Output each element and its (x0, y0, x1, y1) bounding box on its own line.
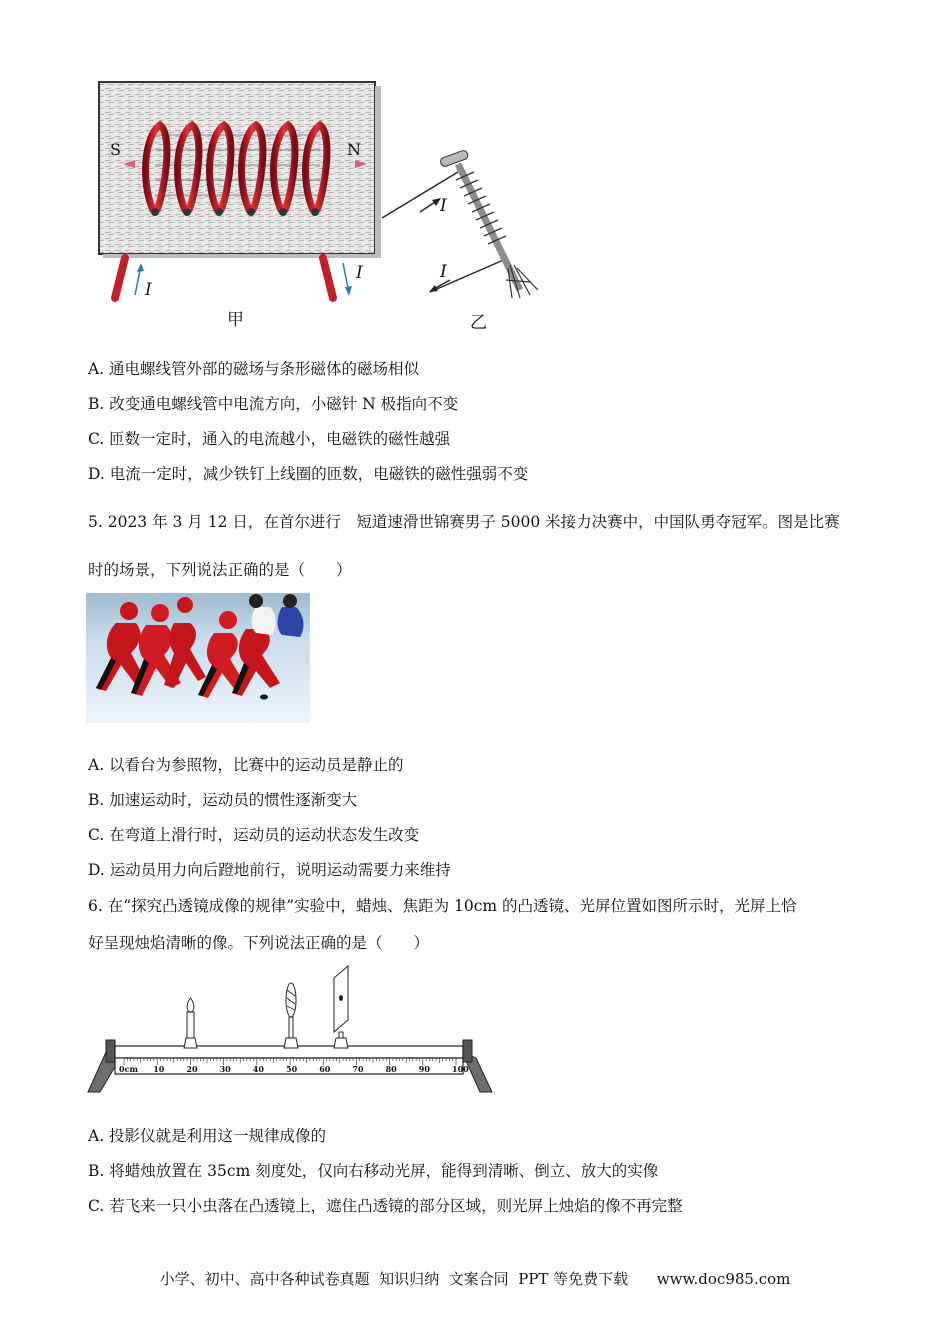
q5-stem-line1: 5. 2023 年 3 月 12 日，在首尔进行 短道速滑世锦赛男子 5000 米接力决赛中，中国队勇夺冠军。图是比赛 (88, 513, 840, 531)
q5-option-d: D. 运动员用力向后蹬地前行，说明运动需要力来维持 (88, 861, 451, 879)
bench-tick-label: 90 (418, 1064, 430, 1074)
q6-option-a: A. 投影仪就是利用这一规律成像的 (88, 1127, 327, 1145)
candle-icon (184, 998, 197, 1048)
pole-s-label: S (110, 140, 121, 159)
q6-stem-line2: 好呈现烛焰清晰的像。下列说法正确的是（ ） (88, 934, 430, 952)
q6-option-c: C. 若飞来一只小虫落在凸透镜上，遮住凸透镜的部分区域，则光屏上烛焰的像不再完整 (88, 1197, 683, 1215)
figure-caption-jia: 甲 (227, 310, 244, 330)
convex-lens-icon (284, 983, 298, 1048)
figure-caption-yi: 乙 (470, 313, 487, 333)
solenoid-figure (95, 80, 385, 305)
bench-tick-label: 50 (286, 1064, 298, 1074)
q4-option-c: C. 匝数一定时，通入的电流越小，电磁铁的磁性越强 (88, 430, 451, 448)
current-label-bottom: I (440, 262, 447, 282)
light-screen-icon (334, 966, 348, 1048)
bench-tick-label: 30 (219, 1064, 231, 1074)
current-label-left: I (145, 280, 152, 300)
q5-option-b: B. 加速运动时，运动员的惯性逐渐变大 (88, 791, 358, 809)
q4-option-d: D. 电流一定时，减少铁钉上线圈的匝数，电磁铁的磁性强弱不变 (88, 465, 529, 483)
q6-option-b: B. 将蜡烛放置在 35cm 刻度处，仅向右移动光屏，能得到清晰、倒立、放大的实像 (88, 1162, 659, 1180)
q5-option-a: A. 以看台为参照物，比赛中的运动员是静止的 (88, 756, 404, 774)
bench-tick-label: 20 (186, 1064, 198, 1074)
q6-stem-line1: 6. 在“探究凸透镜成像的规律”实验中，蜡烛、焦距为 10cm 的凸透镜、光屏位置如图所示时，光屏上恰 (88, 897, 797, 915)
bench-tick-label: 0cm (119, 1064, 138, 1074)
bench-tick-label: 10 (153, 1064, 165, 1074)
q5-stem-line2: 时的场景，下列说法正确的是（ ） (88, 561, 352, 579)
nail-electromagnet-figure (380, 150, 550, 300)
pole-n-label: N (347, 140, 361, 159)
page-footer: 小学、初中、高中各种试卷真题 知识归纳 文案合同 PPT 等免费下载 www.doc985.com (159, 1270, 791, 1288)
speed-skating-photo (86, 593, 310, 723)
q5-option-c: C. 在弯道上滑行时，运动员的运动状态发生改变 (88, 826, 420, 844)
current-label-right: I (356, 263, 363, 283)
q4-option-a: A. 通电螺线管外部的磁场与条形磁体的磁场相似 (88, 360, 420, 378)
bench-tick-label: 40 (252, 1064, 264, 1074)
bench-tick-label: 60 (319, 1064, 331, 1074)
optical-bench-figure (86, 962, 496, 1097)
bench-tick-label: 100 (452, 1064, 469, 1074)
bench-tick-label: 80 (385, 1064, 397, 1074)
q4-option-b: B. 改变通电螺线管中电流方向，小磁针 N 极指向不变 (88, 395, 459, 413)
bench-tick-label: 70 (352, 1064, 364, 1074)
current-label-top: I (440, 196, 447, 216)
